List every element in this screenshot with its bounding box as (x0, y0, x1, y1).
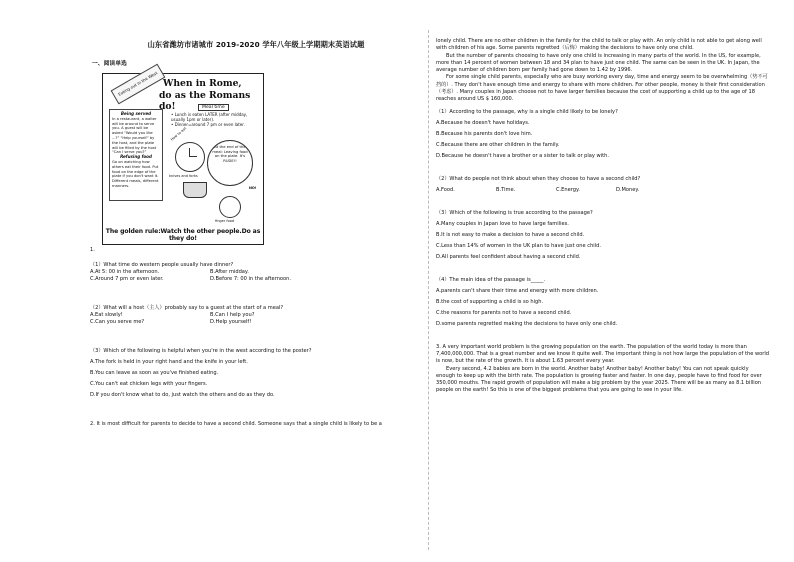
option-a[interactable]: A.parents can't share their time and energy with more children. (436, 287, 599, 294)
clock-icon (175, 142, 205, 172)
option-c[interactable]: C.Because there are other children in the family. (436, 141, 560, 148)
meal-line: usually 1pm or later). (171, 117, 215, 122)
options-row (436, 187, 769, 194)
option-c[interactable]: C.the reasons for parents not to have a second child. (436, 309, 572, 316)
option-b[interactable]: B.After midday. (210, 269, 249, 275)
option-c[interactable]: C.Less than 14% of women in the UK plan to have just one child. (436, 242, 601, 249)
cooking-pot-icon (183, 182, 207, 198)
question-stem: （1）What time do western people usually have dinner? (90, 262, 234, 268)
question-stem: （1）According to the passage, why is a single child likely to be lonely? (436, 108, 618, 115)
poster-left-box (109, 109, 163, 201)
passage-2-para-1: lonely child. There are no other children in the family for the child to talk or play with. An only child is not able to get along well with children of his age. Some parents regretted（后悔）making the decisions to have only one child. (436, 38, 762, 52)
poster-image (102, 70, 264, 245)
being-served-text: In a restaurant, a waiter will be around to serve you. A guest will be asked “Would you like ...?” “Help yourself” by the host, and the plate will be filled by the host “Can I serve you?” (112, 116, 157, 155)
option-a[interactable]: A.At 5: 00 in the afternoon. (90, 269, 160, 275)
options-row (90, 312, 422, 319)
knives-forks-label: knives and forks (169, 174, 198, 178)
waiter-face-icon (219, 196, 241, 218)
right-column (436, 38, 769, 395)
question-stem: （3）Which of the following is helpful when you're in the west according to the poster? (90, 348, 312, 354)
option-c[interactable]: C.Around 7 pm or even later. (90, 276, 164, 282)
meal-line: • Lunch is eaten LATER (after midday, (171, 112, 248, 117)
passage-3-para-1: 3. A very important world problem is the growing population on the earth. The population of the world today is more than 7,400,000,000. That is a great number and we know it quite well. The important thing is not how large the population of the world is now, but the rate of the growth. It is about 1.63 percent every year. (436, 343, 769, 365)
options-row (90, 276, 422, 283)
option-b[interactable]: B.Can I help you? (210, 312, 255, 318)
question-stem: （3）Which of the following is true according to the passage? (436, 209, 593, 216)
option-d[interactable]: D.All parents feel confident about having a second child. (436, 253, 581, 260)
no-label: NO! (249, 186, 257, 190)
options-row (90, 269, 422, 276)
question-stem: （2）What will a host（主人）probably say to a guest at the start of a meal? (90, 305, 284, 311)
option-d[interactable]: D.Before 7: 00 in the afternoon. (210, 276, 292, 282)
option-d[interactable]: D.Because he doesn't have a brother or a sister to talk or play with. (436, 152, 609, 159)
option-a[interactable]: A.Food. (436, 186, 455, 193)
option-a[interactable]: A.The fork is held in your right hand and the knife in your left. (90, 359, 248, 365)
option-a[interactable]: A.Because he doesn't have holidays. (436, 119, 530, 126)
how-to-eat-label: How to eat (169, 126, 188, 142)
poster-meal-lines (171, 112, 261, 127)
option-b[interactable]: B.Time. (496, 186, 516, 193)
option-a[interactable]: A.Eat slowly! (90, 312, 123, 318)
passage-3-para-2: Every second, 4.2 babies are born in the world. Another baby! Another baby! Another baby! You can not speak quickly enough to keep up with the birth rate. The population is growing faster and faster. In one day, people have to find food for over 350,000 mouths. The rapid growth of population will make a big problem by the year 2025. There will be as many as 8.1 billion people on the earth! So this is one of the biggest problems that you are going to see in your life. (436, 365, 762, 394)
option-b[interactable]: B.Because his parents don't love him. (436, 130, 533, 137)
option-b[interactable]: B.You can leave as soon as you've finished eating. (90, 370, 219, 376)
page-title: 山东省潍坊市诸城市 2019-2020 学年八年级上学期期末英语试题 (147, 40, 365, 49)
option-d[interactable]: D.Money. (616, 186, 640, 193)
option-c[interactable]: C.You can't eat chicken legs with your fingers. (90, 381, 208, 387)
question-number: 1. (90, 247, 95, 253)
poster-footer: The golden rule:Watch the other people.Do as they do! (105, 228, 261, 242)
meal-line: • Dinner=around 7 pm or even later. (171, 122, 245, 127)
refusing-food-text: Go on watching how others eat their food. Put food on the edge of the plate if you don't want it. Different meals, different manners. (112, 159, 159, 188)
option-d[interactable]: D.If you don't know what to do, just watch the others and do as they do. (90, 392, 275, 398)
poster-headline-2: do as the Romans do! (159, 90, 251, 112)
passage-2-para-2: But the number of parents choosing to have only one child is increasing in many parts of the world. In the US, for example, more than 14 percent of women between 18 and 34 plan to have just one child. The same can be seen in the UK. In Japan, the average number of children born per family had gone down to 1.42 by 1996. (436, 52, 761, 74)
section-heading: 一、阅读单选 (92, 61, 127, 67)
poster-headline-1: When in Rome, (163, 78, 242, 89)
left-column (90, 38, 422, 428)
finger-food-label: finger food (215, 219, 235, 223)
option-b[interactable]: B.It is not easy to make a decision to have a second child. (436, 231, 585, 238)
option-d[interactable]: D.some parents regretted making the decisions to have only one child. (436, 320, 618, 327)
refusing-food-title: Refusing food (120, 154, 152, 160)
passage-2-start: 2. It is most difficult for parents to decide to have a second child. Someone says that a single child is likely to be a (90, 421, 382, 427)
passage-2-para-3: For some single child parents, especially who are busy working every day, time and energy seem to be overwhelming（势不可挡的）. They don't have enough time and energy to share with more children. For other people, money is their first consideration（考虑）. Many couples in Japan choose not to have larger families because the cost of supporting a child up to the age of 18 reaches around US $ 160,000. (436, 74, 768, 103)
question-stem: （4）The main idea of the passage is_____. (436, 276, 546, 283)
poster-meal-time: Meal time (198, 104, 229, 111)
being-served-title: Being served (120, 111, 152, 116)
option-c[interactable]: C.Can you serve me? (90, 319, 145, 325)
poster-speech-bubble: At the end of the meal: Leaving food on the plate. It's RUDE!! (207, 140, 253, 186)
question-stem: （2）What do people not think about when they choose to have a second child? (436, 175, 641, 182)
option-a[interactable]: A.Many couples in Japan love to have large families. (436, 220, 569, 227)
options-row (90, 319, 422, 326)
column-divider (428, 30, 429, 550)
option-b[interactable]: B.the cost of supporting a child is so high. (436, 298, 544, 305)
poster-banner: Eating out in the West (111, 64, 166, 105)
option-c[interactable]: C.Energy. (556, 186, 580, 193)
option-d[interactable]: D.Help yourself! (210, 319, 252, 325)
